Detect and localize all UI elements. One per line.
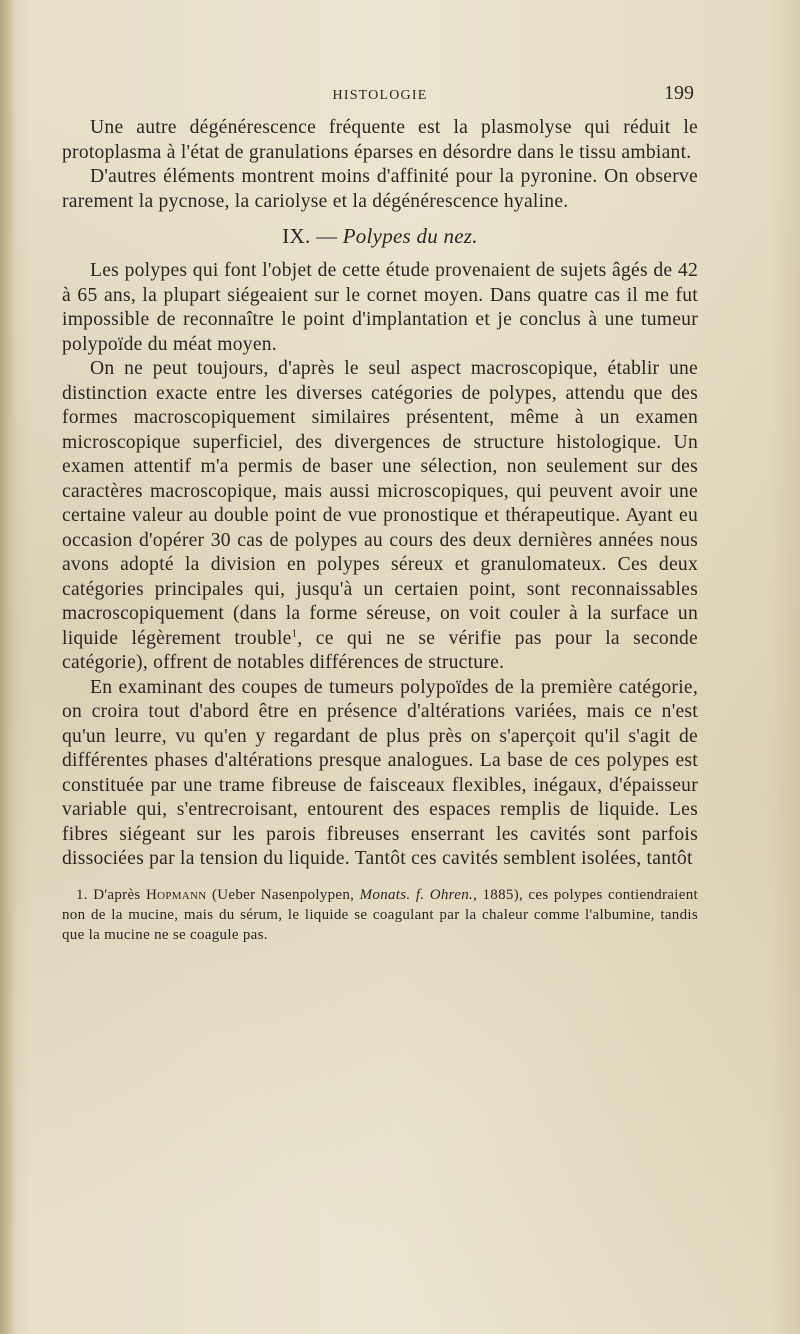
body-text [62,116,698,872]
footnote-number: 1. [76,886,88,903]
paragraph-plasmolyse: Une autre dégénérescence fréquente est la plasmolyse qui réduit le protoplasma à l'état de granulations éparses en désordre dans le tissu ambiant. [62,117,698,163]
page-number: 199 [664,82,694,104]
book-spine-shadow [0,0,16,1334]
section-heading [62,223,698,249]
section-dash: — [315,224,338,248]
paragraph-classification [62,357,698,676]
paragraph-polypes-origin: Les polypes qui font l'objet de cette étude provenaient de sujets âgés de 42 à 65 ans, la plupart siégeaient sur le cornet moyen. Dans quatre cas il me fut impossible de reconnaître le point d'implantation et je conclus à une tumeur polypoïde du méat moyen. [62,260,698,355]
classification-text: On ne peut toujours, d'après le seul aspect macroscopique, établir une distinction exacte entre les diverses catégories de polypes, attendu que des formes macroscopiquement similaires présentent, même à un examen microscopique superficiel, des divergences de structure histologique. Un examen attentif m'a permis de baser une sélection, non seulement sur des caractères macroscopique, mais aussi microscopiques, qui peuvent avoir une certaine valeur au double point de vue pronostique et thérapeutique. Ayant eu occasion d'opérer 30 cas de polypes au cours des deux dernières années nous avons adopté la division en polypes séreux et granulomateux. Ces deux catégories principales qui, jusqu'à un certaien point, sont reconnaissables macroscopiquement (dans la forme séreuse, on voit couler à la surface un liquide légèrement trouble [62,358,698,649]
footnote-source-title: (Ueber Nasenpolypen, [211,886,355,903]
book-page [62,80,698,945]
footnote-author: Hopmann [145,886,207,903]
paragraph-pyronine: D'autres éléments montrent moins d'affinité pour la pyronine. On observe rarement la pycnose, la cariolyse et la dégénérescence hyaline. [62,166,698,212]
section-title: Polypes du nez. [342,224,478,248]
paragraph-examination: En examinant des coupes de tumeurs polypoïdes de la première catégorie, on croira tout d'abord être en présence d'altérations variées, mais ce n'est qu'un leurre, vu qu'en y regardant de plus près on s'aperçoit qu'il s'agit de différentes phases d'altérations presque analogues. La base de ces polypes est constituée par une trame fibreuse de faisceaux flexibles, inégaux, d'épaisseur variable qui, s'entrecroisant, entourent des espaces remplis de liquide. Les fibres siégeant sur les parois fibreuses enserrant les cavités sont parfois dissociées par la tension du liquide. Tantôt ces cavités semblent isolées, tantôt [62,676,698,869]
footnote-text: , 1885), ces polypes contiendraient non de la mucine, mais du sérum, le liquide se coagulant par la chaleur comme l'albumine, tandis que la mucine ne se coagule pas. [62,886,698,943]
page-header [62,80,698,116]
footnote-journal: Monats. f. Ohren. [359,886,474,903]
footnote [62,885,698,945]
footnote-prefix: D'après [93,886,141,903]
footnote-reference[interactable]: 1 [291,626,298,639]
running-head: HISTOLOGIE [332,88,428,103]
classification-text-continued: , ce qui ne se vérifie pas pour la seconde catégorie), offrent de notables différences de structure. [62,627,699,673]
section-number: IX. [282,224,311,248]
